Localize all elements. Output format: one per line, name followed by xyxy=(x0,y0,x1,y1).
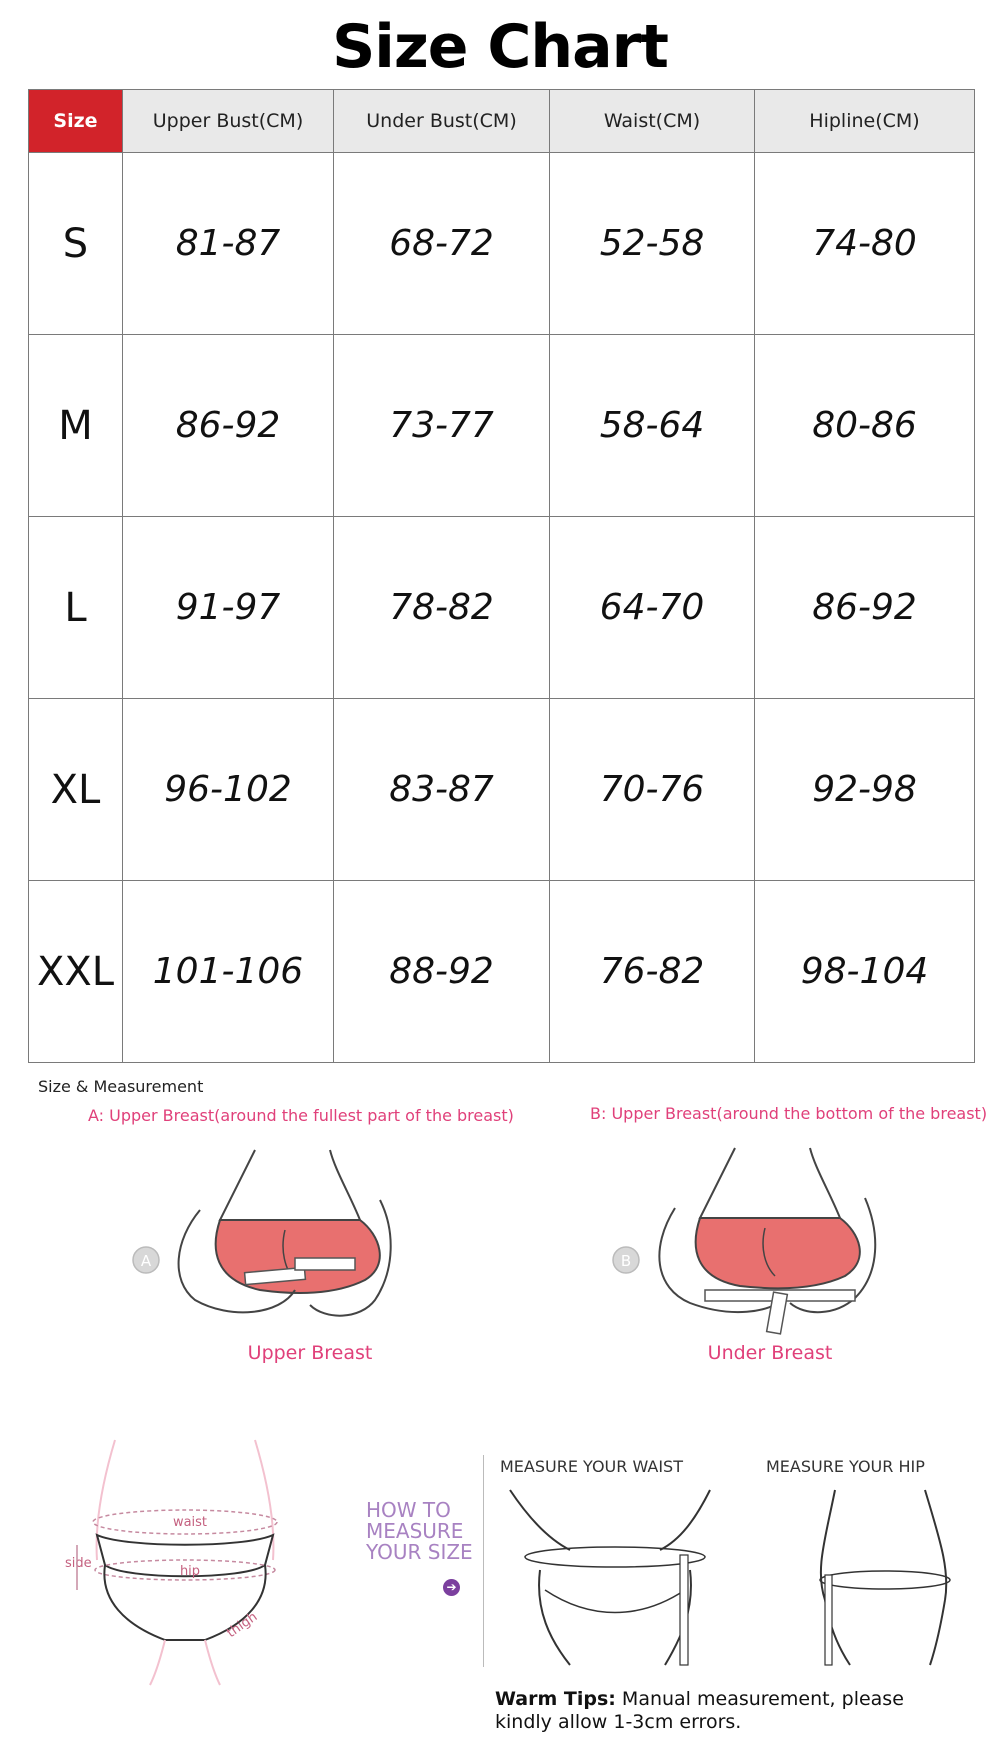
hipline-cell: 74-80 xyxy=(755,153,975,335)
measure-waist-heading: MEASURE YOUR WAIST xyxy=(500,1457,683,1476)
table-row xyxy=(29,153,975,335)
size-cell: M xyxy=(29,335,123,517)
under-bust-cell: 78-82 xyxy=(334,517,550,699)
warm-tips-label: Warm Tips: xyxy=(495,1688,616,1710)
upper-bust-cell: 81-87 xyxy=(123,153,334,335)
under-bust-cell: 73-77 xyxy=(334,335,550,517)
table-row xyxy=(29,517,975,699)
size-cell: XL xyxy=(29,699,123,881)
warm-tips-text: Manual measurement, please kindly allow 1-3cm errors. xyxy=(495,1688,904,1733)
caption-a: A: Upper Breast(around the fullest part of the breast) xyxy=(88,1106,514,1125)
thigh-label: thigh xyxy=(224,1609,261,1641)
hipline-cell: 86-92 xyxy=(755,517,975,699)
waist-cell: 52-58 xyxy=(550,153,755,335)
upper-breast-illustration xyxy=(120,1140,450,1340)
size-cell: S xyxy=(29,153,123,335)
hipline-cell: 98-104 xyxy=(755,881,975,1063)
page-title: Size Chart xyxy=(332,12,668,82)
badge-a-text: A xyxy=(140,1252,152,1270)
measurement-heading: Size & Measurement xyxy=(38,1077,204,1096)
header-upper-bust: Upper Bust(CM) xyxy=(123,90,334,153)
caption-b: B: Upper Breast(around the bottom of the breast) xyxy=(590,1104,988,1123)
size-chart-table xyxy=(28,89,975,1063)
badge-b-text: B xyxy=(620,1252,632,1270)
table-row xyxy=(29,699,975,881)
how-to-measure-title: HOW TO MEASURE YOUR SIZE xyxy=(366,1498,473,1564)
header-size: Size xyxy=(29,90,123,153)
waist-cell: 58-64 xyxy=(550,335,755,517)
measure-hip-heading: MEASURE YOUR HIP xyxy=(766,1457,925,1476)
side-label: side xyxy=(65,1556,92,1571)
table-header-row xyxy=(29,90,975,153)
measure-waist-illustration xyxy=(500,1480,730,1670)
under-breast-illustration xyxy=(600,1138,930,1338)
waist-label: waist xyxy=(172,1515,208,1530)
under-bust-cell: 68-72 xyxy=(334,153,550,335)
upper-bust-cell: 86-92 xyxy=(123,335,334,517)
upper-bust-cell: 96-102 xyxy=(123,699,334,881)
size-cell: L xyxy=(29,517,123,699)
waist-cell: 70-76 xyxy=(550,699,755,881)
table-row xyxy=(29,881,975,1063)
panty-measure-diagram xyxy=(55,1430,305,1690)
upper-bust-cell: 101-106 xyxy=(123,881,334,1063)
arrow-right-icon: ➔ xyxy=(443,1579,460,1596)
hipline-cell: 80-86 xyxy=(755,335,975,517)
header-under-bust: Under Bust(CM) xyxy=(334,90,550,153)
waist-cell: 76-82 xyxy=(550,881,755,1063)
under-breast-label: Under Breast xyxy=(707,1342,833,1364)
table-row xyxy=(29,335,975,517)
size-cell: XXL xyxy=(29,881,123,1063)
upper-bust-cell: 91-97 xyxy=(123,517,334,699)
hipline-cell: 92-98 xyxy=(755,699,975,881)
waist-cell: 64-70 xyxy=(550,517,755,699)
warm-tips xyxy=(495,1688,915,1734)
upper-breast-label: Upper Breast xyxy=(247,1342,373,1364)
under-bust-cell: 88-92 xyxy=(334,881,550,1063)
measure-hip-illustration xyxy=(795,1480,965,1670)
under-bust-cell: 83-87 xyxy=(334,699,550,881)
hip-label: hip xyxy=(179,1564,201,1579)
divider xyxy=(483,1455,484,1667)
header-hipline: Hipline(CM) xyxy=(755,90,975,153)
header-waist: Waist(CM) xyxy=(550,90,755,153)
